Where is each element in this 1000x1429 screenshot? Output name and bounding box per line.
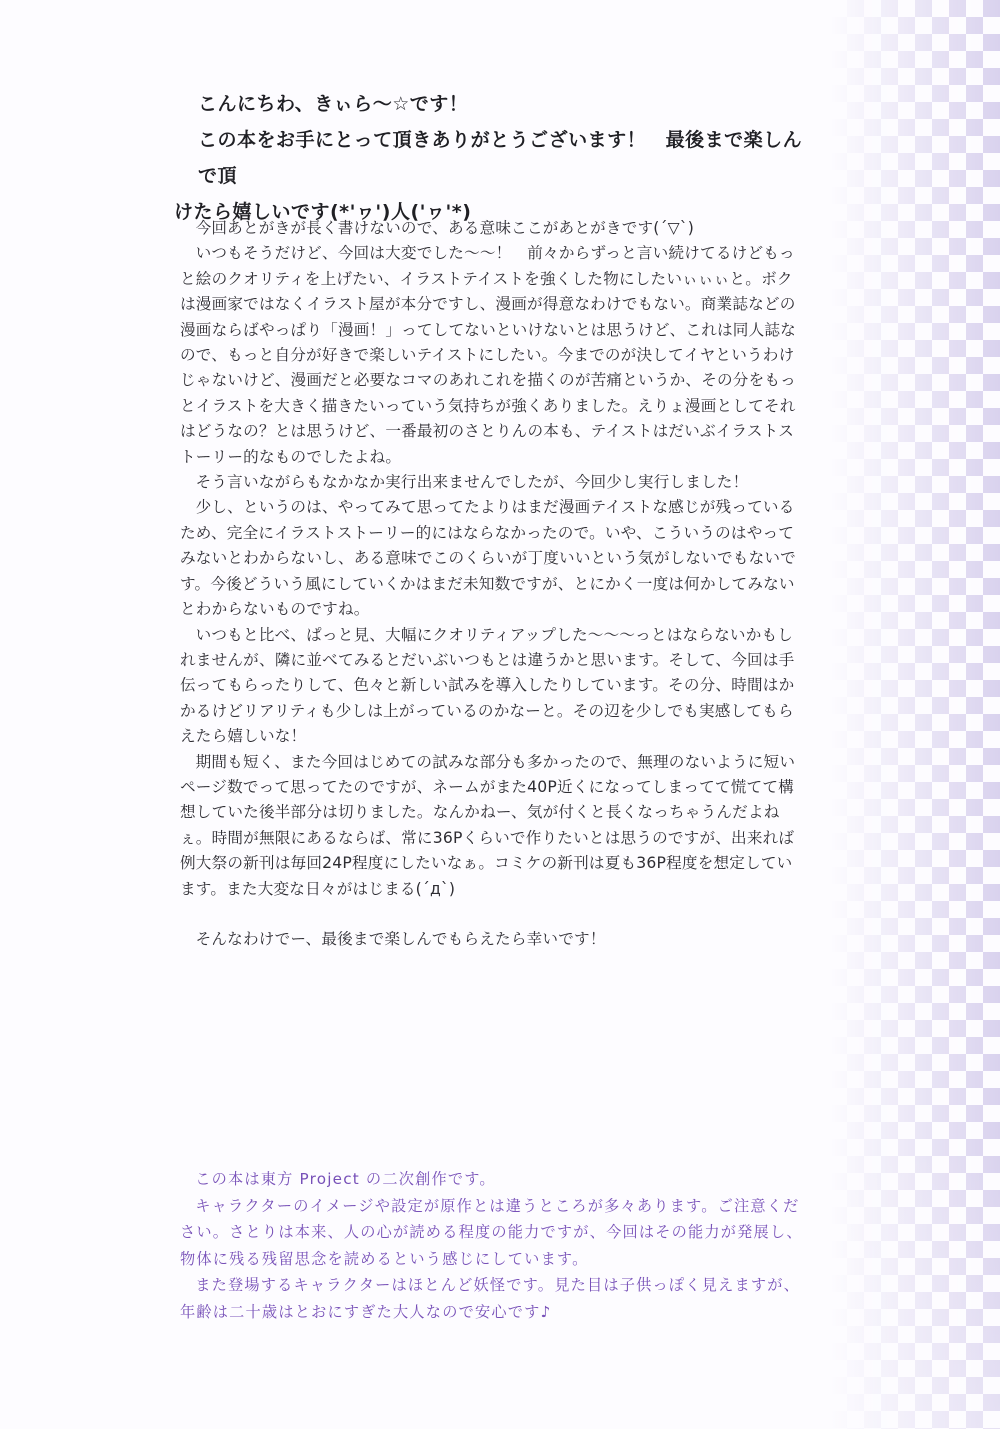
intro-line-1: こんにちわ、きぃら～☆です！ (198, 93, 469, 115)
body-paragraph: 少し、というのは、やってみて思ってたよりはまだ漫画テイストな感じが残っているため、完全にイラストストーリー的にはならなかったので。いや、こういうのはやってみないとわからないし、ある意味でこのくらいが丁度いいという気がしないでもないです。今後どういう風にしていくかはまだ未知数ですが、とにかく一度は何かしてみないとわからないものですね。 (180, 498, 796, 619)
note-paragraph: この本は東方 Project の二次創作です。 (195, 1170, 496, 1188)
note-paragraph: また登場するキャラクターはほとんど妖怪です。見た目は子供っぽく見えますが、年齢は二十歳はとおにすぎた大人なので安心です♪ (180, 1276, 801, 1321)
body-paragraph: そう言いながらもなかなか実行出来ませんでしたが、今回少し実行しました！ (195, 473, 749, 492)
closing-line: そんなわけでー、最後まで楽しんでもらえたら幸いです！ (195, 929, 606, 948)
afterword-body (180, 216, 805, 952)
note-paragraph: キャラクターのイメージや設定が原作とは違うところが多々あります。ご注意ください。さとりは本来、人の心が読める程度の能力ですが、今回はその能力が発展し、物体に残る残留思念を読めるという感じにしています。 (180, 1196, 803, 1268)
disclaimer-note (180, 1166, 805, 1326)
body-paragraph: 期間も短く、また今回はじめての試みな部分も多かったので、無理のないように短いページ数でって思ってたのですが、ネームがまた40P近くになってしまってて慌てて構想していた後半部分は切りました。なんかねー、気が付くと長くなっちゃうんだよねぇ。時間が無限にあるならば、常に36Pくらいで作りたいとは思うのですが、出来れば例大祭の新刊は毎回24P程度にしたいなぁ。コミケの新刊は夏も36P程度を想定しています。また大変な日々がはじまる(´д`) (180, 752, 796, 898)
body-paragraph: いつもそうだけど、今回は大変でした～～！ 前々からずっと言い続けてるけどもっと絵のクオリティを上げたい、イラストテイストを強くした物にしたいぃぃぃと。ボクは漫画家ではなくイラスト屋が本分ですし、漫画が得意なわけでもない。商業誌などの漫画ならばやっぱり「漫画！」ってしてないといけないとは思うけど、これは同人誌なので、もっと自分が好きで楽しいテイストにしたい。今までのが決してイヤというわけじゃないけど、漫画だと必要なコマのあれこれを描くのが苦痛というか、その分をもっとイラストを大きく描きたいっていう気持ちが強くありました。えりょ漫画としてそれはどうなの？とは思うけど、一番最初のさとりんの本も、テイストはだいぶイラストストーリー的なものでしたよね。 (180, 244, 796, 466)
intro-greeting (174, 86, 818, 230)
body-paragraph: いつもと比べ、ぱっと見、大幅にクオリティアップした～～～っとはならないかもしれませんが、隣に並べてみるとだいぶいつもとは違うかと思います。そして、今回は手伝ってもらったりして、色々と新しい試みを導入したりしています。その分、時間はかかるけどリアリティも少しは上がっているのかなーと。その辺を少しでも実感してもらえたら嬉しいな！ (180, 625, 795, 746)
checkered-border-fade (830, 0, 1000, 1429)
intro-line-2: この本をお手にとって頂きありがとうございます！ 最後まで楽しんで頂 (198, 129, 803, 187)
body-paragraph: 今回あとがきが長く書けないので、ある意味ここがあとがきです(´▽`) (195, 219, 695, 237)
intro-line-3: けたら嬉しいです(*'ヮ')人('ヮ'*) (174, 201, 472, 223)
